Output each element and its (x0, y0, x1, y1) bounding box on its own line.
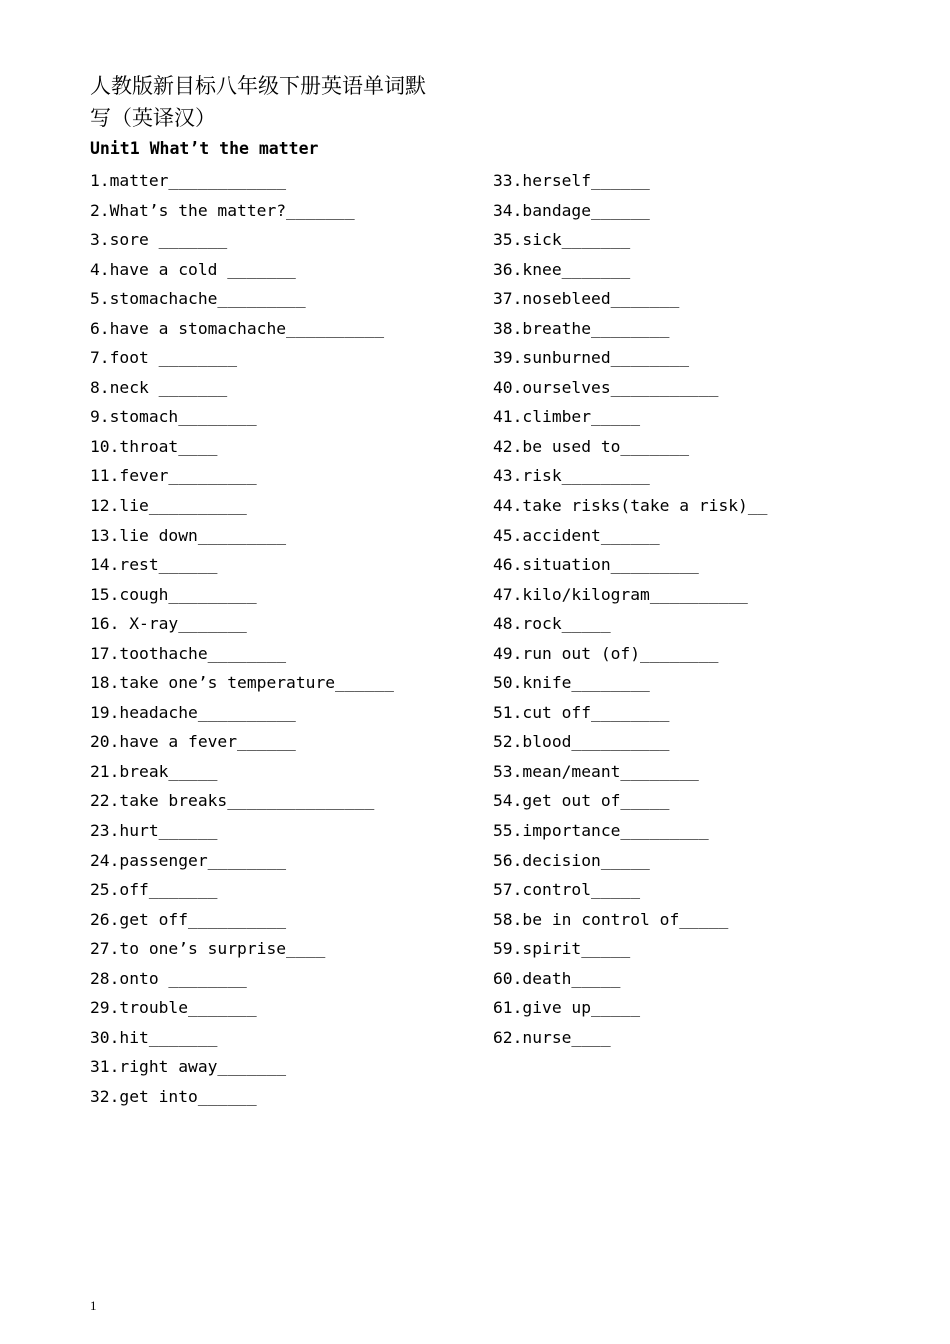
page-title (90, 70, 470, 134)
vocab-item: 45.accident______ (493, 525, 660, 545)
vocab-item: 19.headache__________ (90, 702, 296, 722)
unit-heading: Unit1 What’t the matter (90, 139, 319, 158)
vocab-item: 56.decision_____ (493, 850, 650, 870)
vocab-item: 46.situation_________ (493, 555, 699, 575)
vocab-item: 49.run out (of)________ (493, 643, 719, 663)
vocab-item: 57.control_____ (493, 880, 641, 900)
vocab-item: 24.passenger________ (90, 850, 287, 870)
vocab-item: 7.foot ________ (90, 348, 238, 368)
vocab-item: 28.onto ________ (90, 968, 247, 988)
vocab-item: 39.sunburned________ (493, 348, 690, 368)
vocab-item: 62.nurse____ (493, 1027, 611, 1047)
vocab-item: 2.What’s the matter?_______ (90, 200, 355, 220)
vocab-item: 44.take risks(take a risk)__ (493, 496, 768, 516)
vocab-item: 53.mean/meant________ (493, 761, 699, 781)
vocab-item: 34.bandage______ (493, 200, 650, 220)
vocab-item: 11.fever_________ (90, 466, 257, 486)
vocab-item: 51.cut off________ (493, 702, 670, 722)
title-line-2: 写（英译汉） (90, 106, 216, 130)
vocab-item: 3.sore _______ (90, 230, 228, 250)
vocab-item: 43.risk_________ (493, 466, 650, 486)
vocab-item: 25.off_______ (90, 880, 218, 900)
vocab-item: 58.be in control of_____ (493, 909, 729, 929)
vocab-item: 50.knife________ (493, 673, 650, 693)
vocab-item: 37.nosebleed_______ (493, 289, 680, 309)
page-number: 1 (90, 1298, 97, 1313)
vocab-item: 52.blood__________ (493, 732, 670, 752)
vocab-item: 26.get off__________ (90, 909, 287, 929)
vocab-item: 9.stomach________ (90, 407, 257, 427)
vocab-item: 48.rock_____ (493, 614, 611, 634)
vocab-item: 61.give up_____ (493, 998, 641, 1018)
vocab-item: 23.hurt______ (90, 821, 218, 841)
vocab-item: 8.neck _______ (90, 377, 228, 397)
vocab-item: 54.get out of_____ (493, 791, 670, 811)
vocab-item: 5.stomachache_________ (90, 289, 306, 309)
title-line-1: 人教版新目标八年级下册英语单词默 (90, 74, 426, 98)
vocab-item: 41.climber_____ (493, 407, 641, 427)
vocab-item: 38.breathe________ (493, 318, 670, 338)
vocab-item: 27.to one’s surprise____ (90, 939, 326, 959)
vocab-item: 33.herself______ (493, 171, 650, 190)
vocab-item: 47.kilo/kilogram__________ (493, 584, 748, 604)
vocab-item: 15.cough_________ (90, 584, 257, 604)
vocab-item: 32.get into______ (90, 1086, 257, 1106)
vocab-item: 6.have a stomachache__________ (90, 318, 385, 338)
vocab-list-right (493, 166, 767, 1052)
vocab-item: 12.lie__________ (90, 496, 247, 516)
vocab-item: 20.have a fever______ (90, 732, 296, 752)
vocab-item: 55.importance_________ (493, 821, 709, 841)
vocab-list-left (90, 166, 394, 1112)
vocab-item: 13.lie down_________ (90, 525, 287, 545)
vocab-item: 36.knee_______ (493, 259, 631, 279)
vocab-item: 16. X-ray_______ (90, 614, 247, 634)
vocab-item: 30.hit_______ (90, 1027, 218, 1047)
vocab-item: 10.throat____ (90, 436, 218, 456)
vocab-item: 1.matter____________ (90, 171, 287, 190)
vocab-item: 18.take one’s temperature______ (90, 673, 394, 693)
vocab-item: 42.be used to_______ (493, 436, 690, 456)
vocab-item: 4.have a cold _______ (90, 259, 296, 279)
vocab-item: 21.break_____ (90, 761, 218, 781)
vocab-item: 59.spirit_____ (493, 939, 631, 959)
vocab-item: 40.ourselves___________ (493, 377, 719, 397)
vocab-item: 60.death_____ (493, 968, 621, 988)
vocab-item: 17.toothache________ (90, 643, 287, 663)
vocab-item: 14.rest______ (90, 555, 218, 575)
vocab-item: 22.take breaks_______________ (90, 791, 375, 811)
vocab-item: 35.sick_______ (493, 230, 631, 250)
vocab-item: 31.right away_______ (90, 1057, 287, 1077)
vocab-item: 29.trouble_______ (90, 998, 257, 1018)
